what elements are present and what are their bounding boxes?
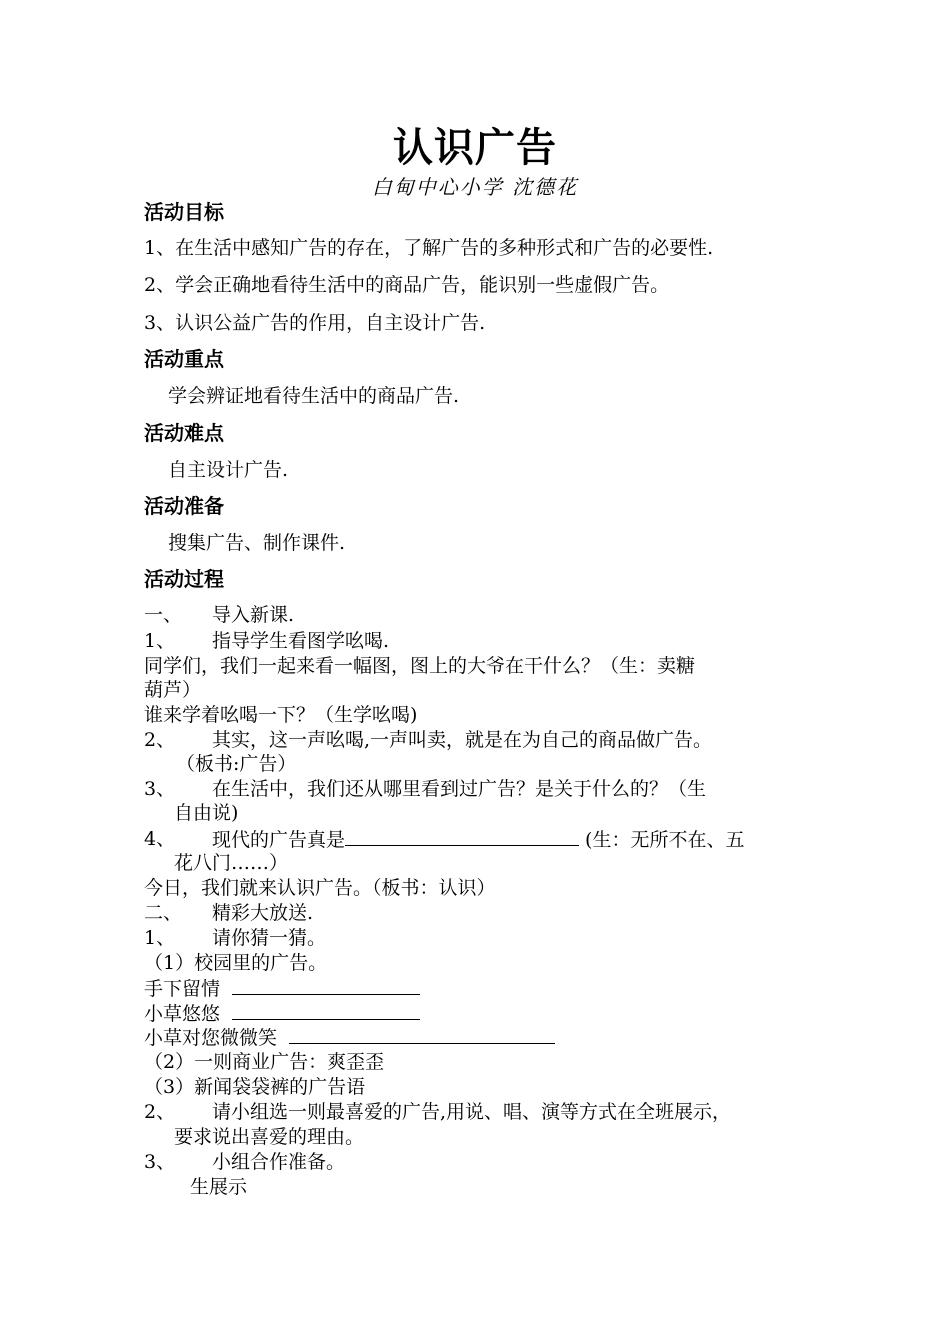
list-number: 3、	[144, 1151, 176, 1173]
list-continuation: 要求说出喜爱的理由。	[174, 1126, 365, 1148]
guess-line	[144, 976, 420, 1001]
guess-text: 手下留情	[144, 978, 221, 1000]
list-text: 小组合作准备。	[212, 1151, 346, 1173]
sub-item: （3）新闻袋袋裤的广告语	[144, 1076, 366, 1098]
list-continuation: 生展示	[190, 1176, 248, 1198]
focus-heading: 活动重点	[144, 347, 224, 371]
paragraph-line: 同学们，我们一起来看一幅图，图上的大爷在干什么？（生：卖糖	[144, 655, 696, 677]
preparation-heading: 活动准备	[144, 494, 224, 518]
list-number: 二、	[144, 902, 183, 924]
preparation-text: 搜集广告、制作课件.	[168, 532, 346, 554]
difficulty-text: 自主设计广告.	[168, 459, 289, 481]
list-text: 精彩大放送.	[212, 902, 314, 924]
list-number: 2、	[144, 729, 176, 751]
list-text-before-blank: 现代的广告真是	[212, 829, 346, 851]
list-text: 指导学生看图学吆喝.	[212, 630, 390, 652]
list-text: 请你猜一猜。	[212, 927, 327, 949]
paragraph-line: 谁来学着吆喝一下？（生学吆喝)	[144, 704, 418, 726]
goal-item-1: 1、在生活中感知广告的存在，了解广告的多种形式和广告的必要性.	[144, 237, 714, 259]
list-number: 1、	[144, 927, 176, 949]
list-text: 请小组选一则最喜爱的广告,用说、唱、演等方式在全班展示，	[212, 1101, 732, 1123]
guess-text: 小草悠悠	[144, 1003, 221, 1025]
list-text-after-blank: (生：无所不在、五	[579, 829, 745, 851]
guess-line	[144, 1001, 420, 1026]
guess-line	[144, 1025, 555, 1050]
list-continuation: （板书:广告）	[176, 753, 297, 775]
fill-in-blank	[345, 827, 579, 846]
guess-text: 小草对您微微笑	[144, 1027, 278, 1049]
list-text	[212, 827, 744, 852]
fill-in-blank	[232, 1001, 420, 1020]
difficulty-heading: 活动难点	[144, 421, 224, 445]
goals-heading: 活动目标	[144, 200, 224, 224]
fill-in-blank	[289, 1025, 555, 1044]
list-text: 导入新课.	[212, 604, 295, 626]
sub-item: （1）校园里的广告。	[144, 952, 328, 974]
fill-in-blank	[232, 976, 420, 995]
list-number: 3、	[144, 778, 176, 800]
list-continuation: 自由说)	[174, 802, 239, 824]
list-number: 一、	[144, 604, 183, 626]
document-title: 认识广告	[393, 124, 557, 171]
process-heading: 活动过程	[144, 567, 224, 591]
list-continuation: 花八门……）	[174, 852, 289, 874]
paragraph-line: 今日，我们就来认识广告。（板书：认识）	[144, 877, 496, 899]
list-text: 在生活中，我们还从哪里看到过广告？是关于什么的？（生	[212, 778, 707, 800]
goal-item-3: 3、认识公益广告的作用，自主设计广告.	[144, 312, 486, 334]
focus-text: 学会辨证地看待生活中的商品广告.	[168, 385, 460, 407]
paragraph-line: 葫芦）	[144, 679, 202, 701]
list-number: 4、	[144, 828, 176, 850]
sub-item: （2）一则商业广告：爽歪歪	[144, 1051, 385, 1073]
goal-item-2: 2、学会正确地看待生活中的商品广告，能识别一些虚假广告。	[144, 274, 670, 296]
author-line: 白甸中心小学 沈德花	[371, 175, 579, 199]
list-text: 其实，这一声吆喝,一声叫卖，就是在为自己的商品做广告。	[212, 729, 713, 751]
list-number: 1、	[144, 630, 176, 652]
list-number: 2、	[144, 1101, 176, 1123]
